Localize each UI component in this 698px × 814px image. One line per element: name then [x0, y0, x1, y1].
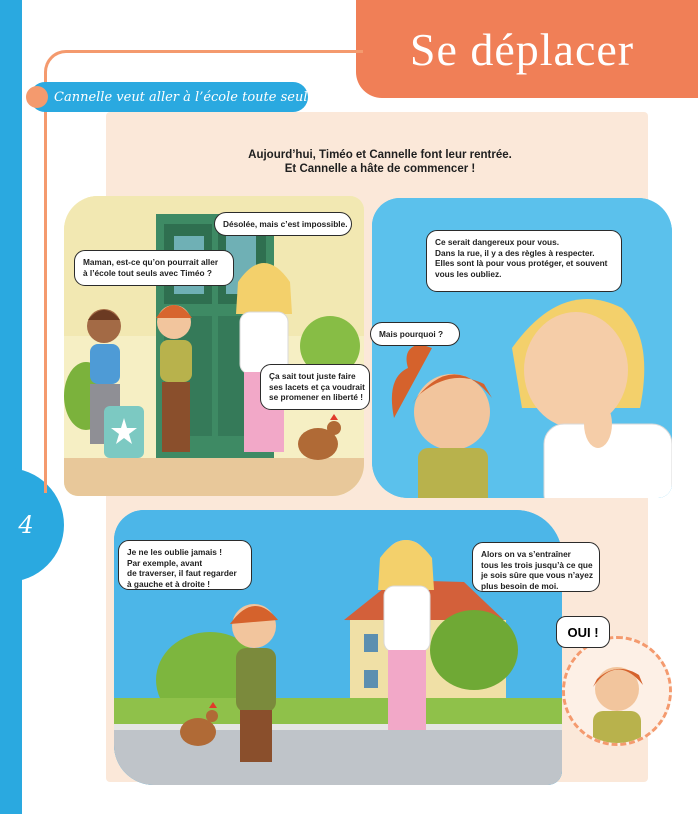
bubble-line: ses lacets et ça voudrait: [269, 381, 365, 392]
bubble-line: se promener en liberté !: [269, 392, 364, 402]
bubble-line: à l’école tout seuls avec Timéo ?: [83, 267, 212, 278]
intro-text: [180, 148, 580, 176]
bubble-line: à gauche et à droite !: [127, 578, 210, 589]
speech-bubble-mother-2: [426, 230, 622, 292]
speech-bubble-girl-3: [118, 540, 252, 590]
speech-bubble-mother-1: [214, 212, 352, 236]
subtitle-banner: [30, 82, 316, 112]
bubble-line: Je ne les oublie jamais !: [127, 547, 222, 557]
bubble-line: Alors on va s’entraîner: [481, 549, 571, 559]
girl-portrait-circle: [562, 636, 672, 746]
girl-portrait-illustration: [565, 639, 669, 743]
subtitle: Cannelle veut aller à l’école toute seule: [54, 89, 316, 105]
bubble-line: tous les trois jusqu’à ce que: [481, 559, 593, 570]
bullet-dot: [26, 86, 48, 108]
bubble-line: Par exemple, avant: [127, 557, 203, 568]
page-title: Se déplacer: [409, 23, 635, 75]
intro-line-1: Aujourd’hui, Timéo et Cannelle font leur rentrée.: [248, 149, 512, 161]
bubble-line: Maman, est-ce qu’on pourrait aller: [83, 257, 219, 267]
speech-bubble-girl-1: [74, 250, 234, 286]
bubble-line: je sois sûre que vous n’ayez: [481, 570, 594, 580]
panel-1-illustration: [64, 196, 364, 496]
speech-bubble-hen: [260, 364, 370, 410]
speech-bubble-oui: [556, 616, 610, 648]
bubble-line: Ce serait dangereux pour vous.: [435, 237, 560, 247]
page-number: 4: [18, 511, 34, 539]
intro-line-2: Et Cannelle a hâte de commencer !: [284, 163, 476, 175]
speech-bubble-mother-3: [472, 542, 600, 592]
bubble-text: OUI !: [567, 624, 599, 640]
bubble-line: Elles sont là pour vous protéger, et souvent: [435, 258, 608, 268]
bubble-line: plus besoin de moi.: [481, 580, 559, 591]
bubble-line: Dans la rue, il y a des règles à respecter.: [435, 247, 595, 258]
comic-panel-1: [64, 196, 364, 496]
bubble-line: de traverser, il faut regarder: [127, 568, 237, 578]
bubble-text: Désolée, mais c’est impossible.: [223, 219, 348, 229]
bubble-text: Mais pourquoi ?: [379, 329, 444, 339]
speech-bubble-girl-2: [370, 322, 460, 346]
bubble-line: vous les oubliez.: [435, 268, 502, 279]
title-box: [356, 0, 698, 98]
left-color-bar: [0, 0, 22, 814]
bubble-line: Ça sait tout juste faire: [269, 371, 356, 381]
